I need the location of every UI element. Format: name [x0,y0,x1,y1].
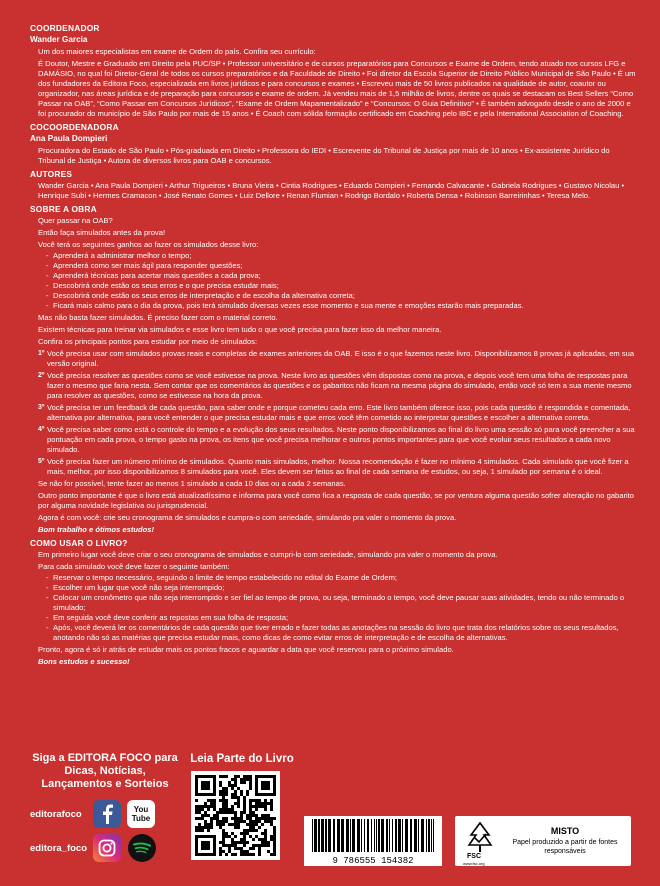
usage-paragraph: Para cada simulado você deve fazer o seguinte também: [38,562,230,571]
about-heading: SOBRE A OBRA [30,204,97,214]
list-item: - Descobrirá onde estão os seus erros de interpretação e de escolha da alternativa correta; [46,291,638,301]
about-paragraph: Existem técnicas para treinar via simulados e esse livro tem tudo o que você precisa para fazer isso da melhor maneira. [38,325,442,334]
spotify-icon[interactable] [128,834,156,862]
about-paragraph: Outro ponto importante é que o livro está atualizadíssimo e informa para você como fica a resposta de cada questão, se por ventura alguma questão sofrer alteração no gabarito por alguma novidade legislativa ou jurisprudencial. [38,491,635,510]
cocoordinator-name: Ana Paula Dompieri [30,134,108,143]
usage-list [46,573,638,643]
coordinator-lead: Um dos maiores especialistas em exame de Ordem do país. Confira seu currículo: [38,47,316,56]
cocoordinator-heading: COCOORDENADORA [30,122,119,132]
isbn-barcode [304,816,442,866]
list-item: - Escolher um lugar que você não seja interrompido; [46,583,638,593]
about-paragraph: Se não for possível, tente fazer ao menos 1 simulado a cada 10 dias ou a cada 2 semanas. [38,479,346,488]
list-item: - Aprenderá como ser mais ágil para responder questões; [46,261,638,271]
isbn-number: 9 786555 154382 [332,856,414,866]
qr-code[interactable] [191,771,280,860]
gains-list [46,251,638,311]
numbered-point: 5º Você precisa fazer um número mínimo de simulados. Quanto mais simulados, melhor. Nossa recomendação é fazer no mínimo 4 simulados. Cada simulado que você fizer a mais, melhor, por isso disponibilizamos 8 simulados para você. Eles devem ser feitos ao final de cada semana de estudos, ou seja, 1 simulado por semana é o ideal. [38,457,629,476]
fsc-title: MISTO [550,826,580,836]
about-closing: Bom trabalho e ótimos estudos! [38,525,155,534]
read-sample-heading: Leia Parte do Livro [190,753,294,765]
instagram-handle[interactable]: editora_foco [30,843,88,854]
numbered-point: 2º Você precisa resolver as questões como se você estivesse na prova. Neste livro as questões vêm dispostas como na prova, e depois você tem uma folha de respostas para fazer o mesmo que faria nesta. Sem contar que os comentários às questões e os gabaritos não ficam na mesma página do simulado, então você só tem a sua mente mesmo para resolver as questões, como se estivesse na hora da prova. [38,371,632,400]
facebook-icon[interactable] [93,800,121,828]
usage-closing: Bons estudos e sucesso! [38,657,130,666]
usage-paragraph: Pronto, agora é só ir atrás de estudar mais os pontos fracos e aguardar a data que você reservou para o próximo simulado. [38,645,454,654]
authors-heading: AUTORES [30,169,73,179]
facebook-handle[interactable]: editorafoco [30,809,82,820]
list-item: - Colocar um cronômetro que não seja interrompido e ser fiel ao tempo de prova, ou seja, terminado o tempo, você deve pausar suas atividades, tendo ou não terminado o simulado; [46,593,638,613]
about-paragraph: Confira os principais pontos para estudar por meio de simulados: [38,337,258,346]
fsc-site: www.fsc.org [463,861,485,866]
cocoordinator-bio: Procuradora do Estado de São Paulo • Pós-graduada em Direito • Professora do IEDI • Escrevente do Tribunal de Justiça por mais de 10 anos • Ex-assistente Jurídico do Tribunal de Justiça • Autora de diversos livros para OAB e concursos. [38,146,610,165]
about-question: Quer passar na OAB? [38,216,113,225]
list-item: - Aprenderá a administrar melhor o tempo; [46,251,638,261]
usage-heading: COMO USAR O LIVRO? [30,538,128,548]
list-item: - Descobrirá onde estão os seus erros e o que precisa estudar mais; [46,281,638,291]
youtube-icon[interactable] [127,800,155,828]
youtube-icon-label: You Tube [131,805,151,823]
list-item: - Após, você deverá ler os comentários de cada questão que tiver errado e fazer todas as anotações na sessão do livro que trata dos relatórios sobre os seus resultados, anotando não só as matérias que precisa estudar mais, como dicas de como evitar erros de interpretação e de escolha de alternativas. [46,623,638,643]
list-item: - Em seguida você deve conferir as repostas em sua folha de resposta; [46,613,638,623]
coordinator-heading: COORDENADOR [30,23,100,33]
usage-paragraph: Em primeiro lugar você deve criar o seu cronograma de simulados e cumpri-lo com seriedade, simulando pra valer o momento da prova. [38,550,498,559]
about-question-2: Então faça simulados antes da prova! [38,228,166,237]
numbered-point: 1º Você precisa usar com simulados provas reais e completas de exames anteriores da OAB. E isso é o que fazemos neste livro. Disponibilizamos 8 provas já aplicadas, em sua versão original. [38,349,635,368]
numbered-point: 3º Você precisa ter um feedback de cada questão, para saber onde e porque cometeu cada erro. Este livro também oferece isso, pois cada questão é respondida e comentada, alternativa por alternativa, para você entender o que precisa estudar mais e que erros você têm cometido ao interpretar questões e escolher a alternativa correta. [38,403,631,422]
main-text [30,20,638,667]
fsc-brand: FSC [467,853,481,860]
follow-heading: Siga a EDITORA FOCO para Dicas, Notícias, Lançamentos e Sorteios [32,752,178,790]
list-item: - Reservar o tempo necessário, seguindo o limite de tempo estabelecido no edital do Exame de Ordem; [46,573,638,583]
coordinator-name: Wander Garcia [30,35,88,44]
authors-list: Wander Garcia • Ana Paula Dompieri • Arthur Trigueiros • Bruna Vieira • Cintia Rodrigues • Eduardo Dompieri • Fernando Calvacante • Gabriela Rodrigues • Gustavo Nicolau • Henrique Subi • Hermes Cramacon • José Renato Gomes • Luiz Dellore • Renan Flumian • Rodrigo Bordalo • Roberta Densa • Robinson Barreirinhas • Teresa Melo. [38,181,625,200]
coordinator-bio: É Doutor, Mestre e Graduado em Direito pela PUC/SP • Professor universitário e de cursos preparatórios para Concursos e Exame de Ordem, tendo atuado nos cursos LFG e DAMÁSIO, no qual foi Diretor-Geral de todos os cursos preparatórios e da Faculdade de Direito • Foi diretor da Escola Superior de Direito Público Municipal de São Paulo • É um dos fundadores da Editora Foco, especializada em livros jurídicos e para concursos e exames • Escreveu mais de 50 livros publicados na qualidade de autor, coautor ou organizador, nas áreas jurídica e de preparação para concursos e exame de ordem. Já vendeu mais de 1,5 milhão de livros, dentre os quais se destacam os Best Sellers “Como Passar na OAB”, “Como Passar em Concursos Jurídicos”, “Exame de Ordem Mapamentalizado” e “Concursos: O Guia Definitivo” • É também advogado desde o ano de 2000 e foi procurador do município de São Paulo por mais de 15 anos • É Coach com sólida formação certificado em Coaching pelo IBC e pela International Association of Coaching. [38,59,636,118]
fsc-certification [455,816,631,866]
fsc-text: Papel produzido a partir de fontes responsáveis [512,839,618,855]
instagram-icon[interactable] [93,834,121,862]
numbered-point: 4º Você precisa saber como está o controle do tempo e a evolução dos seus resultados. Neste ponto disponibilizamos ao final do livro uma sessão só para você preencher a sua pontuação em cada prova, o tempo gasto na prova, os itens que você precisa melhorar e outros pontos importantes para que você evoluir seus resultados a cada novo simulado. [38,425,635,454]
fsc-tree-icon [465,821,495,855]
about-paragraph: Agora é com você: crie seu cronograma de simulados e cumpra-o com seriedade, simulando pra valer o momento da prova. [38,513,457,522]
about-paragraph: Mas não basta fazer simulados. É preciso fazer com o material correto. [38,313,278,322]
list-item: - Aprenderá técnicas para acertar mais questões a cada prova; [46,271,638,281]
list-item: - Ficará mais calmo para o dia da prova, pois terá simulado diversas vezes esse momento e sua mente e emoções estarão mais preparadas. [46,301,638,311]
about-gains-intro: Você terá os seguintes ganhos ao fazer os simulados desse livro: [38,240,259,249]
